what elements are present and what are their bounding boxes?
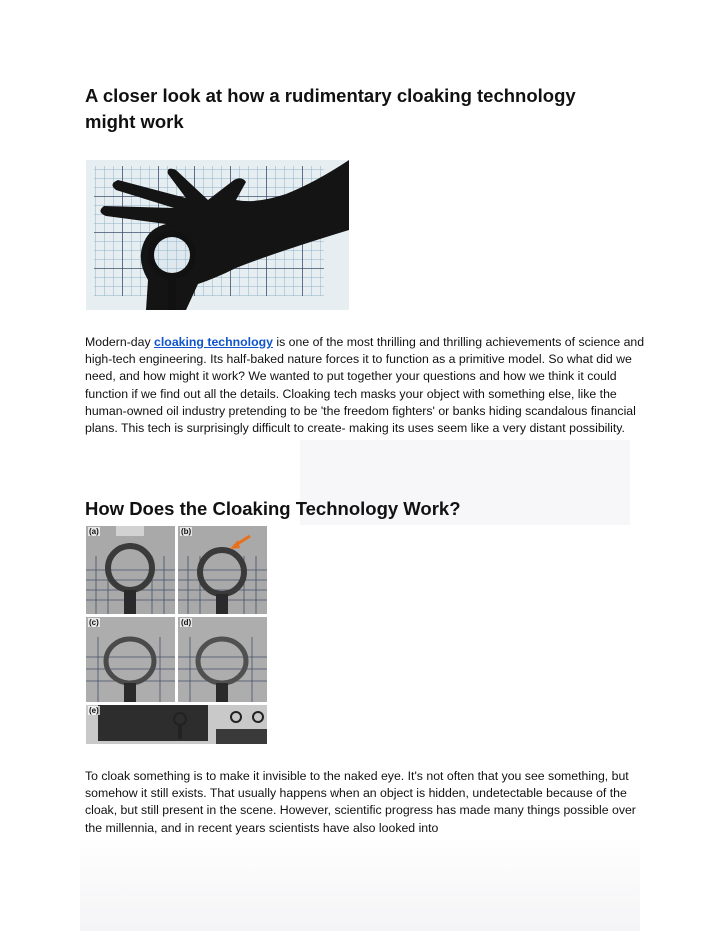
cloaking-technology-link[interactable]: cloaking technology (154, 335, 273, 349)
figure-panel-a (86, 526, 175, 614)
intro-rest: is one of the most thrilling and thrilling achievements of science and high-tech engineering. Its half-baked nature forces it to function as a primitive model. So what did we need, and how might it work? We wanted to put together your questions and how we think it could function if we find out all the details. Cloaking tech masks your object with something else, like the human-owned oil industry pretending to be 'the freedom fighters' or banks hiding scandalous financial plans. This tech is surprisingly difficult to create- making its uses seem like a very distant possibility. (85, 335, 645, 436)
figure-panel-e (86, 705, 267, 744)
panel-label-c: (c) (89, 618, 99, 627)
panel-label-e: (e) (89, 706, 99, 715)
panel-label-b: (b) (181, 527, 192, 536)
intro-paragraph (85, 334, 645, 437)
panel-label-d: (d) (181, 618, 192, 627)
figure-panel-d (178, 617, 267, 702)
body-paragraph: To cloak something is to make it invisible to the naked eye. It's not often that you see something, but somehow it still exists. That usually happens when an object is hidden, undetectable because of the cloak, but still present in the scene. However, scientific progress has made many things possible over the millennia, and in recent years scientists have also looked into (85, 769, 636, 835)
intro-lead: Modern-day (85, 335, 155, 349)
article-title: A closer look at how a rudimentary cloaking technology might work (85, 85, 576, 132)
cloaking-hand-photo (86, 160, 349, 310)
cloaking-experiment-figure (86, 526, 267, 744)
figure-panel-b (178, 526, 267, 614)
section-heading: How Does the Cloaking Technology Work? (85, 498, 461, 519)
background-shade-bottom (80, 835, 640, 931)
figure-panel-c (86, 617, 175, 702)
panel-label-a: (a) (89, 527, 99, 536)
